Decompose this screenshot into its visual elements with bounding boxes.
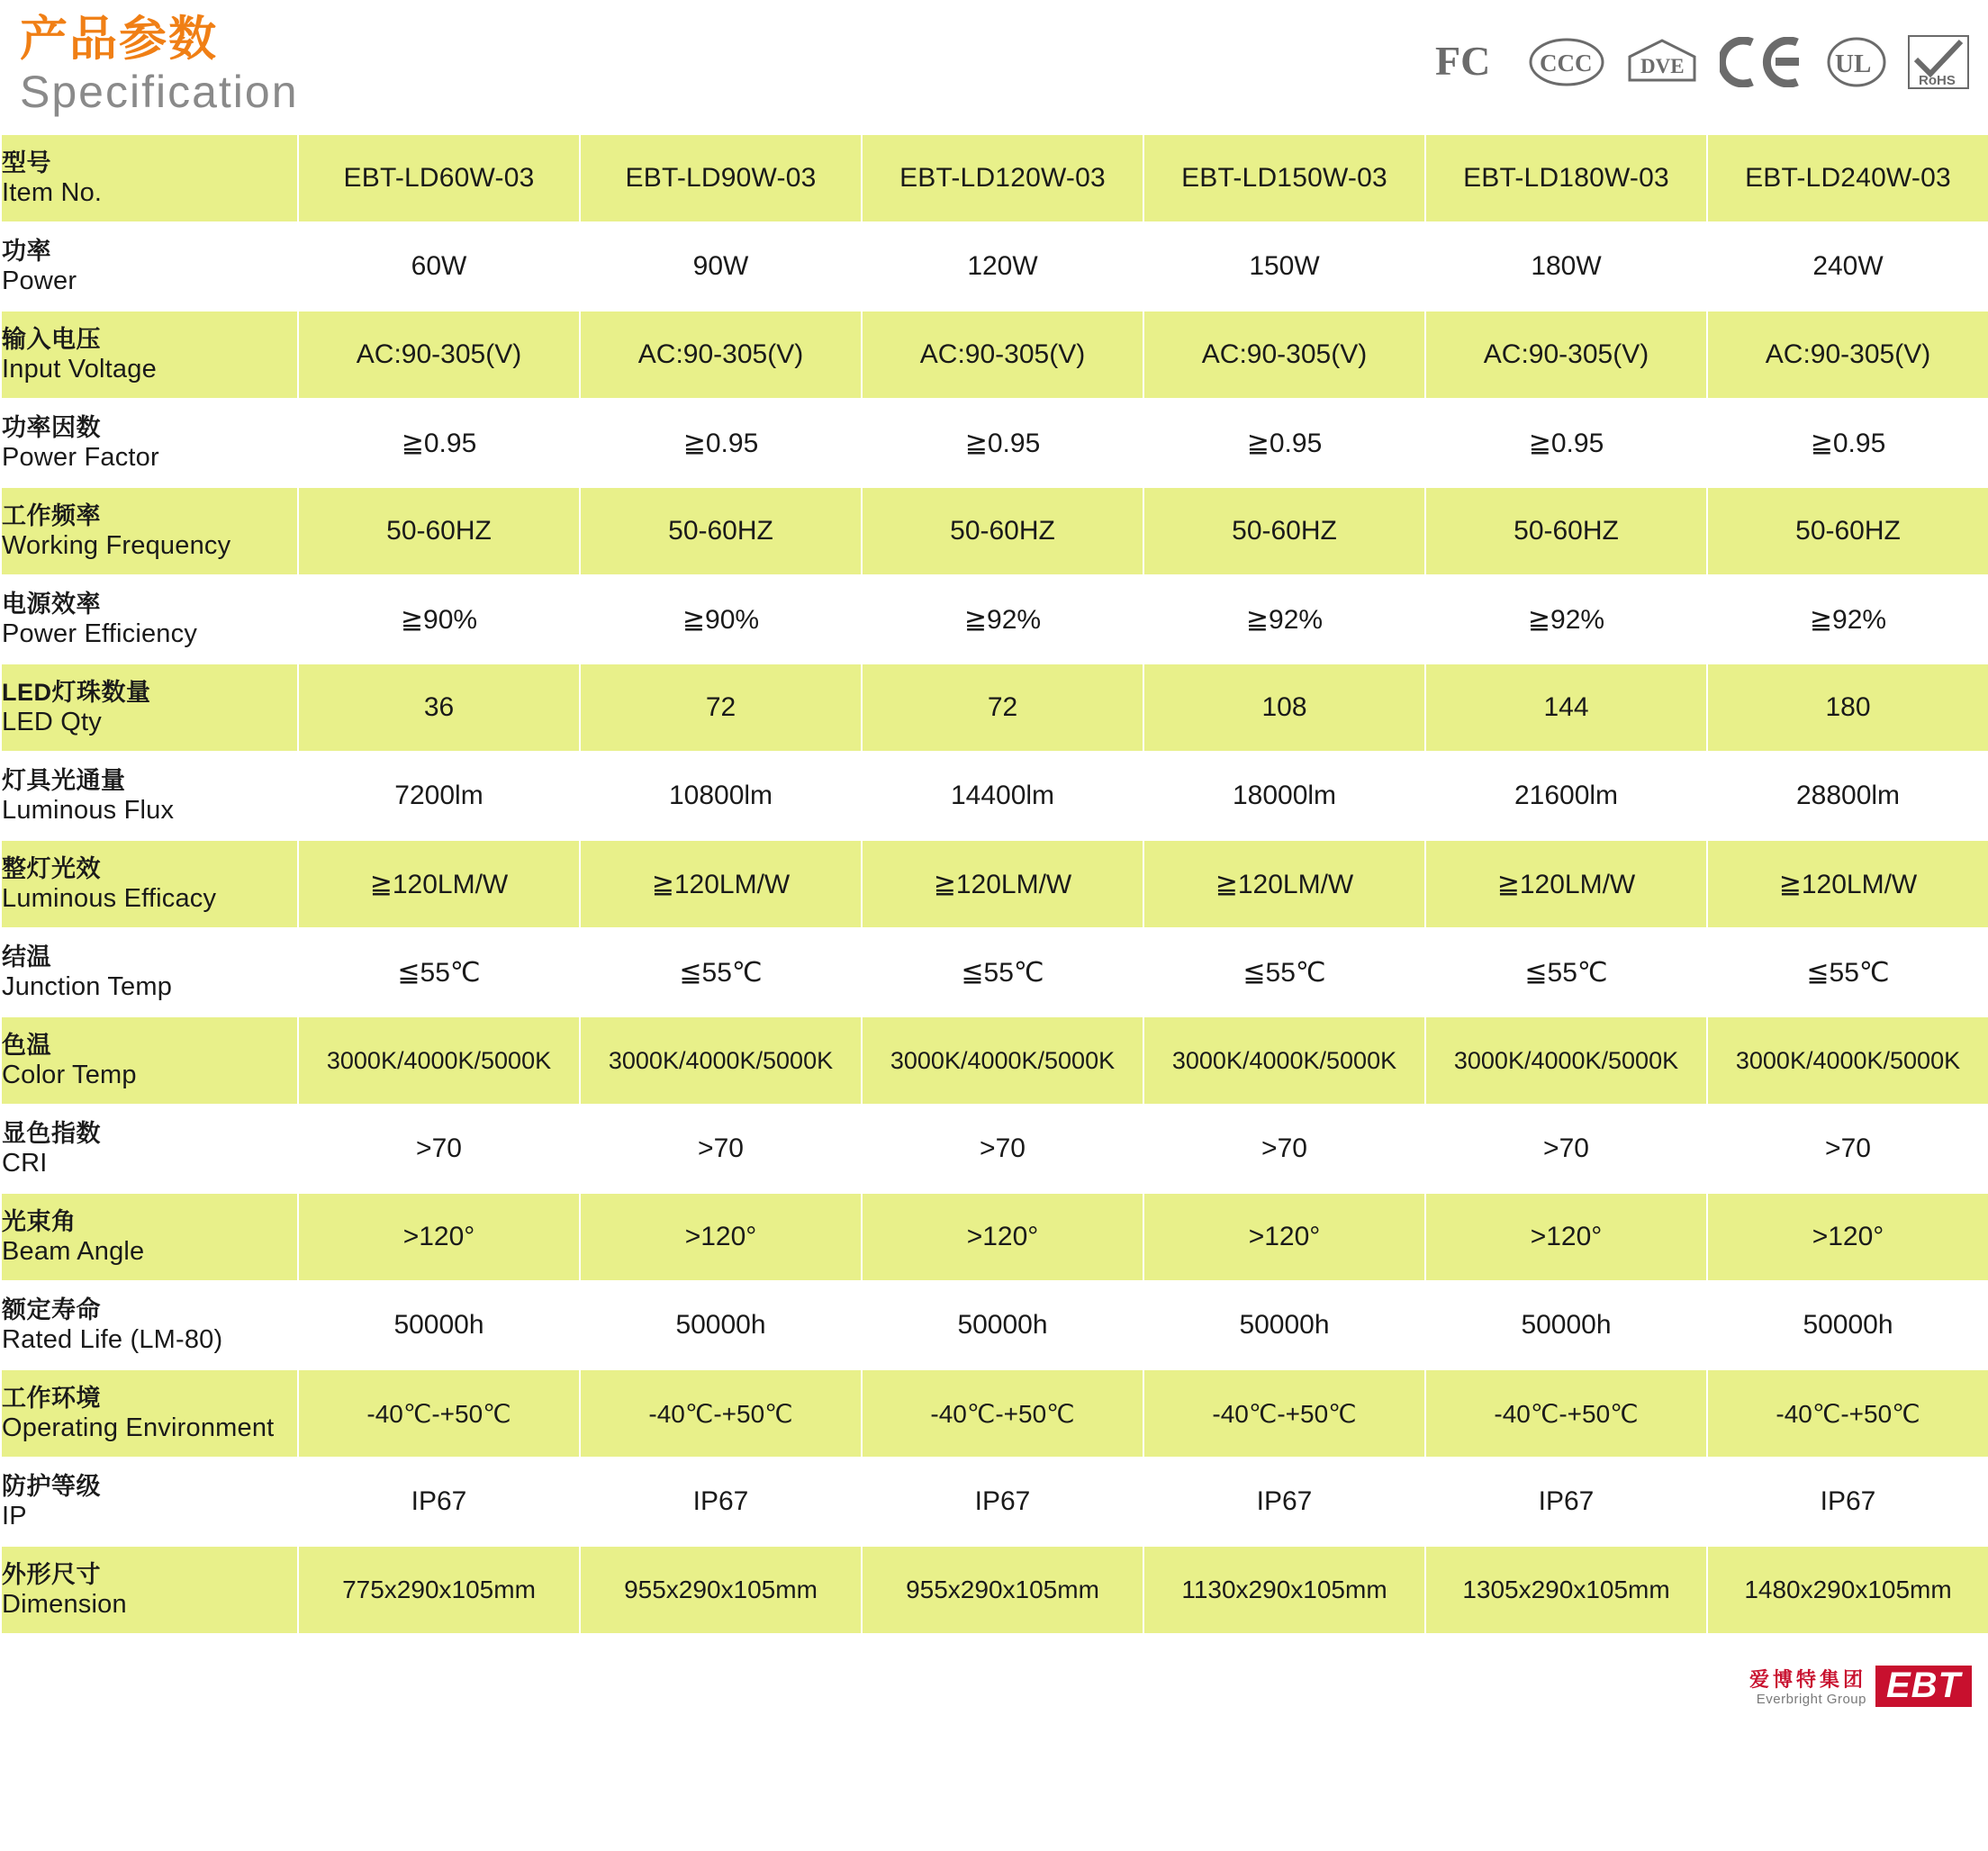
row-label: [1, 752, 298, 840]
svg-text:CCC: CCC: [1540, 50, 1593, 77]
cell-value: 50-60HZ: [1425, 487, 1707, 575]
row-label: [1, 1105, 298, 1193]
cell-value: 72: [580, 664, 862, 752]
cell-value: IP67: [580, 1458, 862, 1546]
cell-value: ≧120LM/W: [1425, 840, 1707, 928]
cell-value: ≧92%: [1425, 575, 1707, 664]
cell-value: IP67: [862, 1458, 1143, 1546]
row-label-cn: 型号: [2, 149, 51, 176]
cell-value: >70: [580, 1105, 862, 1193]
row-label: [1, 575, 298, 664]
row-label: [1, 134, 298, 222]
row-label-en: Power: [2, 266, 77, 295]
row-label: [1, 1281, 298, 1369]
cell-value: -40℃-+50℃: [580, 1369, 862, 1458]
table-row: [1, 575, 1988, 664]
cell-value: -40℃-+50℃: [1707, 1369, 1988, 1458]
row-label-en: Rated Life (LM-80): [2, 1324, 223, 1354]
row-label-en: Input Voltage: [2, 354, 157, 384]
cell-value: 3000K/4000K/5000K: [1707, 1016, 1988, 1105]
cell-value: >70: [298, 1105, 580, 1193]
cell-value: IP67: [1425, 1458, 1707, 1546]
cell-value: EBT-LD150W-03: [1143, 134, 1425, 222]
row-label-cn: 工作频率: [2, 501, 101, 529]
table-row: [1, 1105, 1988, 1193]
cell-value: ≧120LM/W: [1143, 840, 1425, 928]
row-label: [1, 1193, 298, 1281]
cell-value: ≧0.95: [862, 399, 1143, 487]
row-label-cn: 功率: [2, 237, 51, 265]
company-name-en: Everbright Group: [1756, 1691, 1866, 1707]
page-title-cn: 产品参数: [20, 13, 218, 66]
cell-value: ≧0.95: [1707, 399, 1988, 487]
cell-value: EBT-LD90W-03: [580, 134, 862, 222]
cell-value: IP67: [1707, 1458, 1988, 1546]
cell-value: 3000K/4000K/5000K: [580, 1016, 862, 1105]
fcc-icon: [1433, 37, 1509, 87]
table-row: [1, 664, 1988, 752]
table-row: [1, 752, 1988, 840]
cell-value: AC:90-305(V): [1707, 311, 1988, 399]
cell-value: 144: [1425, 664, 1707, 752]
cell-value: ≧0.95: [298, 399, 580, 487]
cell-value: 50000h: [1707, 1281, 1988, 1369]
table-row: [1, 311, 1988, 399]
table-row: [1, 840, 1988, 928]
cell-value: ≧90%: [298, 575, 580, 664]
rohs-icon: [1907, 34, 1970, 90]
cell-value: ≦55℃: [862, 928, 1143, 1016]
row-label-en: LED Qty: [2, 707, 102, 736]
cell-value: 50000h: [298, 1281, 580, 1369]
cell-value: 50-60HZ: [580, 487, 862, 575]
cell-value: 3000K/4000K/5000K: [862, 1016, 1143, 1105]
cell-value: ≧0.95: [1143, 399, 1425, 487]
svg-text:DVE: DVE: [1640, 55, 1685, 77]
cell-value: ≦55℃: [1143, 928, 1425, 1016]
row-label: [1, 487, 298, 575]
row-label-cn: 输入电压: [2, 325, 101, 353]
cell-value: AC:90-305(V): [1143, 311, 1425, 399]
row-label-en: Beam Angle: [2, 1236, 145, 1266]
cell-value: >120°: [580, 1193, 862, 1281]
row-label-cn: 整灯光效: [2, 854, 101, 882]
cell-value: 72: [862, 664, 1143, 752]
specification-table: [0, 133, 1988, 1635]
table-row: [1, 1369, 1988, 1458]
row-label: [1, 1016, 298, 1105]
brand-mark-ebt: EBT: [1875, 1666, 1972, 1707]
cell-value: ≧92%: [862, 575, 1143, 664]
cell-value: 240W: [1707, 222, 1988, 311]
cell-value: ≦55℃: [298, 928, 580, 1016]
cell-value: 50000h: [862, 1281, 1143, 1369]
row-label-cn: 外形尺寸: [2, 1560, 101, 1588]
cell-value: 775x290x105mm: [298, 1546, 580, 1634]
dve-icon: [1624, 37, 1700, 87]
cell-value: -40℃-+50℃: [298, 1369, 580, 1458]
cell-value: EBT-LD60W-03: [298, 134, 580, 222]
cell-value: 955x290x105mm: [580, 1546, 862, 1634]
company-logo: [1749, 1666, 1972, 1707]
row-label: [1, 1369, 298, 1458]
row-label-cn: 色温: [2, 1031, 51, 1059]
svg-text:UL: UL: [1835, 50, 1872, 78]
cell-value: >120°: [1707, 1193, 1988, 1281]
row-label-cn: 灯具光通量: [2, 766, 126, 794]
row-label: [1, 840, 298, 928]
cell-value: 50-60HZ: [1707, 487, 1988, 575]
table-row: [1, 1193, 1988, 1281]
cell-value: AC:90-305(V): [298, 311, 580, 399]
row-label-cn: 额定寿命: [2, 1296, 101, 1323]
row-label-en: Junction Temp: [2, 971, 173, 1001]
ce-icon: [1720, 37, 1806, 87]
table-row: [1, 487, 1988, 575]
cell-value: IP67: [1143, 1458, 1425, 1546]
cell-value: ≦55℃: [1425, 928, 1707, 1016]
cell-value: 60W: [298, 222, 580, 311]
row-label-en: Power Efficiency: [2, 619, 198, 648]
row-label: [1, 664, 298, 752]
row-label-en: CRI: [2, 1148, 48, 1178]
cell-value: >120°: [298, 1193, 580, 1281]
cell-value: ≧0.95: [1425, 399, 1707, 487]
row-label-cn: 结温: [2, 943, 51, 971]
cell-value: ≧92%: [1707, 575, 1988, 664]
row-label: [1, 222, 298, 311]
row-label-en: Item No.: [2, 177, 103, 207]
table-row: [1, 134, 1988, 222]
row-label-en: Luminous Efficacy: [2, 883, 217, 913]
cell-value: 36: [298, 664, 580, 752]
cell-value: 3000K/4000K/5000K: [298, 1016, 580, 1105]
row-label-cn: 功率因数: [2, 413, 101, 441]
cell-value: EBT-LD120W-03: [862, 134, 1143, 222]
cell-value: >120°: [1143, 1193, 1425, 1281]
table-row: [1, 399, 1988, 487]
cell-value: 120W: [862, 222, 1143, 311]
ccc-icon: [1529, 37, 1604, 87]
certification-marks: [1433, 34, 1970, 90]
row-label-cn: 显色指数: [2, 1119, 101, 1147]
table-row: [1, 1458, 1988, 1546]
cell-value: 50000h: [1425, 1281, 1707, 1369]
page-title-en: Specification: [20, 67, 299, 117]
cell-value: 50-60HZ: [862, 487, 1143, 575]
cell-value: ≧90%: [580, 575, 862, 664]
cell-value: >70: [1425, 1105, 1707, 1193]
cell-value: 90W: [580, 222, 862, 311]
cell-value: EBT-LD180W-03: [1425, 134, 1707, 222]
cell-value: ≧120LM/W: [298, 840, 580, 928]
cell-value: 7200lm: [298, 752, 580, 840]
row-label: [1, 928, 298, 1016]
row-label-cn: 防护等级: [2, 1472, 101, 1500]
company-name-cn: 爱博特集团: [1749, 1668, 1866, 1692]
cell-value: 1305x290x105mm: [1425, 1546, 1707, 1634]
cell-value: 180: [1707, 664, 1988, 752]
cell-value: AC:90-305(V): [862, 311, 1143, 399]
row-label-en: Operating Environment: [2, 1413, 275, 1442]
cell-value: ≧0.95: [580, 399, 862, 487]
row-label-en: Dimension: [2, 1589, 127, 1619]
row-label-en: Luminous Flux: [2, 795, 175, 825]
cell-value: ≧120LM/W: [862, 840, 1143, 928]
table-row: [1, 1016, 1988, 1105]
cell-value: AC:90-305(V): [1425, 311, 1707, 399]
table-row: [1, 928, 1988, 1016]
cell-value: 28800lm: [1707, 752, 1988, 840]
cell-value: 50000h: [580, 1281, 862, 1369]
cell-value: 3000K/4000K/5000K: [1143, 1016, 1425, 1105]
cell-value: >70: [862, 1105, 1143, 1193]
svg-text:RoHS: RoHS: [1919, 73, 1956, 88]
row-label-en: Working Frequency: [2, 530, 231, 560]
svg-text:FC: FC: [1435, 38, 1491, 84]
cell-value: >70: [1707, 1105, 1988, 1193]
cell-value: 50-60HZ: [1143, 487, 1425, 575]
cell-value: >120°: [1425, 1193, 1707, 1281]
cell-value: ≧120LM/W: [580, 840, 862, 928]
page-header: [0, 0, 1988, 133]
cell-value: 1130x290x105mm: [1143, 1546, 1425, 1634]
row-label: [1, 1458, 298, 1546]
cell-value: ≦55℃: [580, 928, 862, 1016]
cell-value: 955x290x105mm: [862, 1546, 1143, 1634]
cell-value: 21600lm: [1425, 752, 1707, 840]
row-label-en: Power Factor: [2, 442, 159, 472]
cell-value: AC:90-305(V): [580, 311, 862, 399]
page-footer: [0, 1635, 1988, 1712]
cell-value: -40℃-+50℃: [1143, 1369, 1425, 1458]
row-label-cn: LED灯珠数量: [2, 678, 151, 706]
row-label: [1, 399, 298, 487]
cell-value: -40℃-+50℃: [1425, 1369, 1707, 1458]
cell-value: 18000lm: [1143, 752, 1425, 840]
ul-icon: [1826, 36, 1887, 88]
cell-value: 150W: [1143, 222, 1425, 311]
cell-value: 108: [1143, 664, 1425, 752]
table-row: [1, 222, 1988, 311]
cell-value: ≧120LM/W: [1707, 840, 1988, 928]
cell-value: 1480x290x105mm: [1707, 1546, 1988, 1634]
cell-value: 14400lm: [862, 752, 1143, 840]
cell-value: 50-60HZ: [298, 487, 580, 575]
cell-value: 3000K/4000K/5000K: [1425, 1016, 1707, 1105]
row-label-cn: 电源效率: [2, 590, 101, 618]
row-label-cn: 光束角: [2, 1207, 77, 1235]
company-name: [1749, 1668, 1866, 1707]
cell-value: ≧92%: [1143, 575, 1425, 664]
row-label-en: Color Temp: [2, 1060, 137, 1089]
row-label-en: IP: [2, 1501, 27, 1530]
cell-value: ≦55℃: [1707, 928, 1988, 1016]
cell-value: 10800lm: [580, 752, 862, 840]
cell-value: >70: [1143, 1105, 1425, 1193]
row-label: [1, 1546, 298, 1634]
cell-value: 180W: [1425, 222, 1707, 311]
cell-value: 50000h: [1143, 1281, 1425, 1369]
cell-value: EBT-LD240W-03: [1707, 134, 1988, 222]
cell-value: -40℃-+50℃: [862, 1369, 1143, 1458]
row-label: [1, 311, 298, 399]
cell-value: IP67: [298, 1458, 580, 1546]
table-row: [1, 1281, 1988, 1369]
table-row: [1, 1546, 1988, 1634]
cell-value: >120°: [862, 1193, 1143, 1281]
row-label-cn: 工作环境: [2, 1384, 101, 1412]
